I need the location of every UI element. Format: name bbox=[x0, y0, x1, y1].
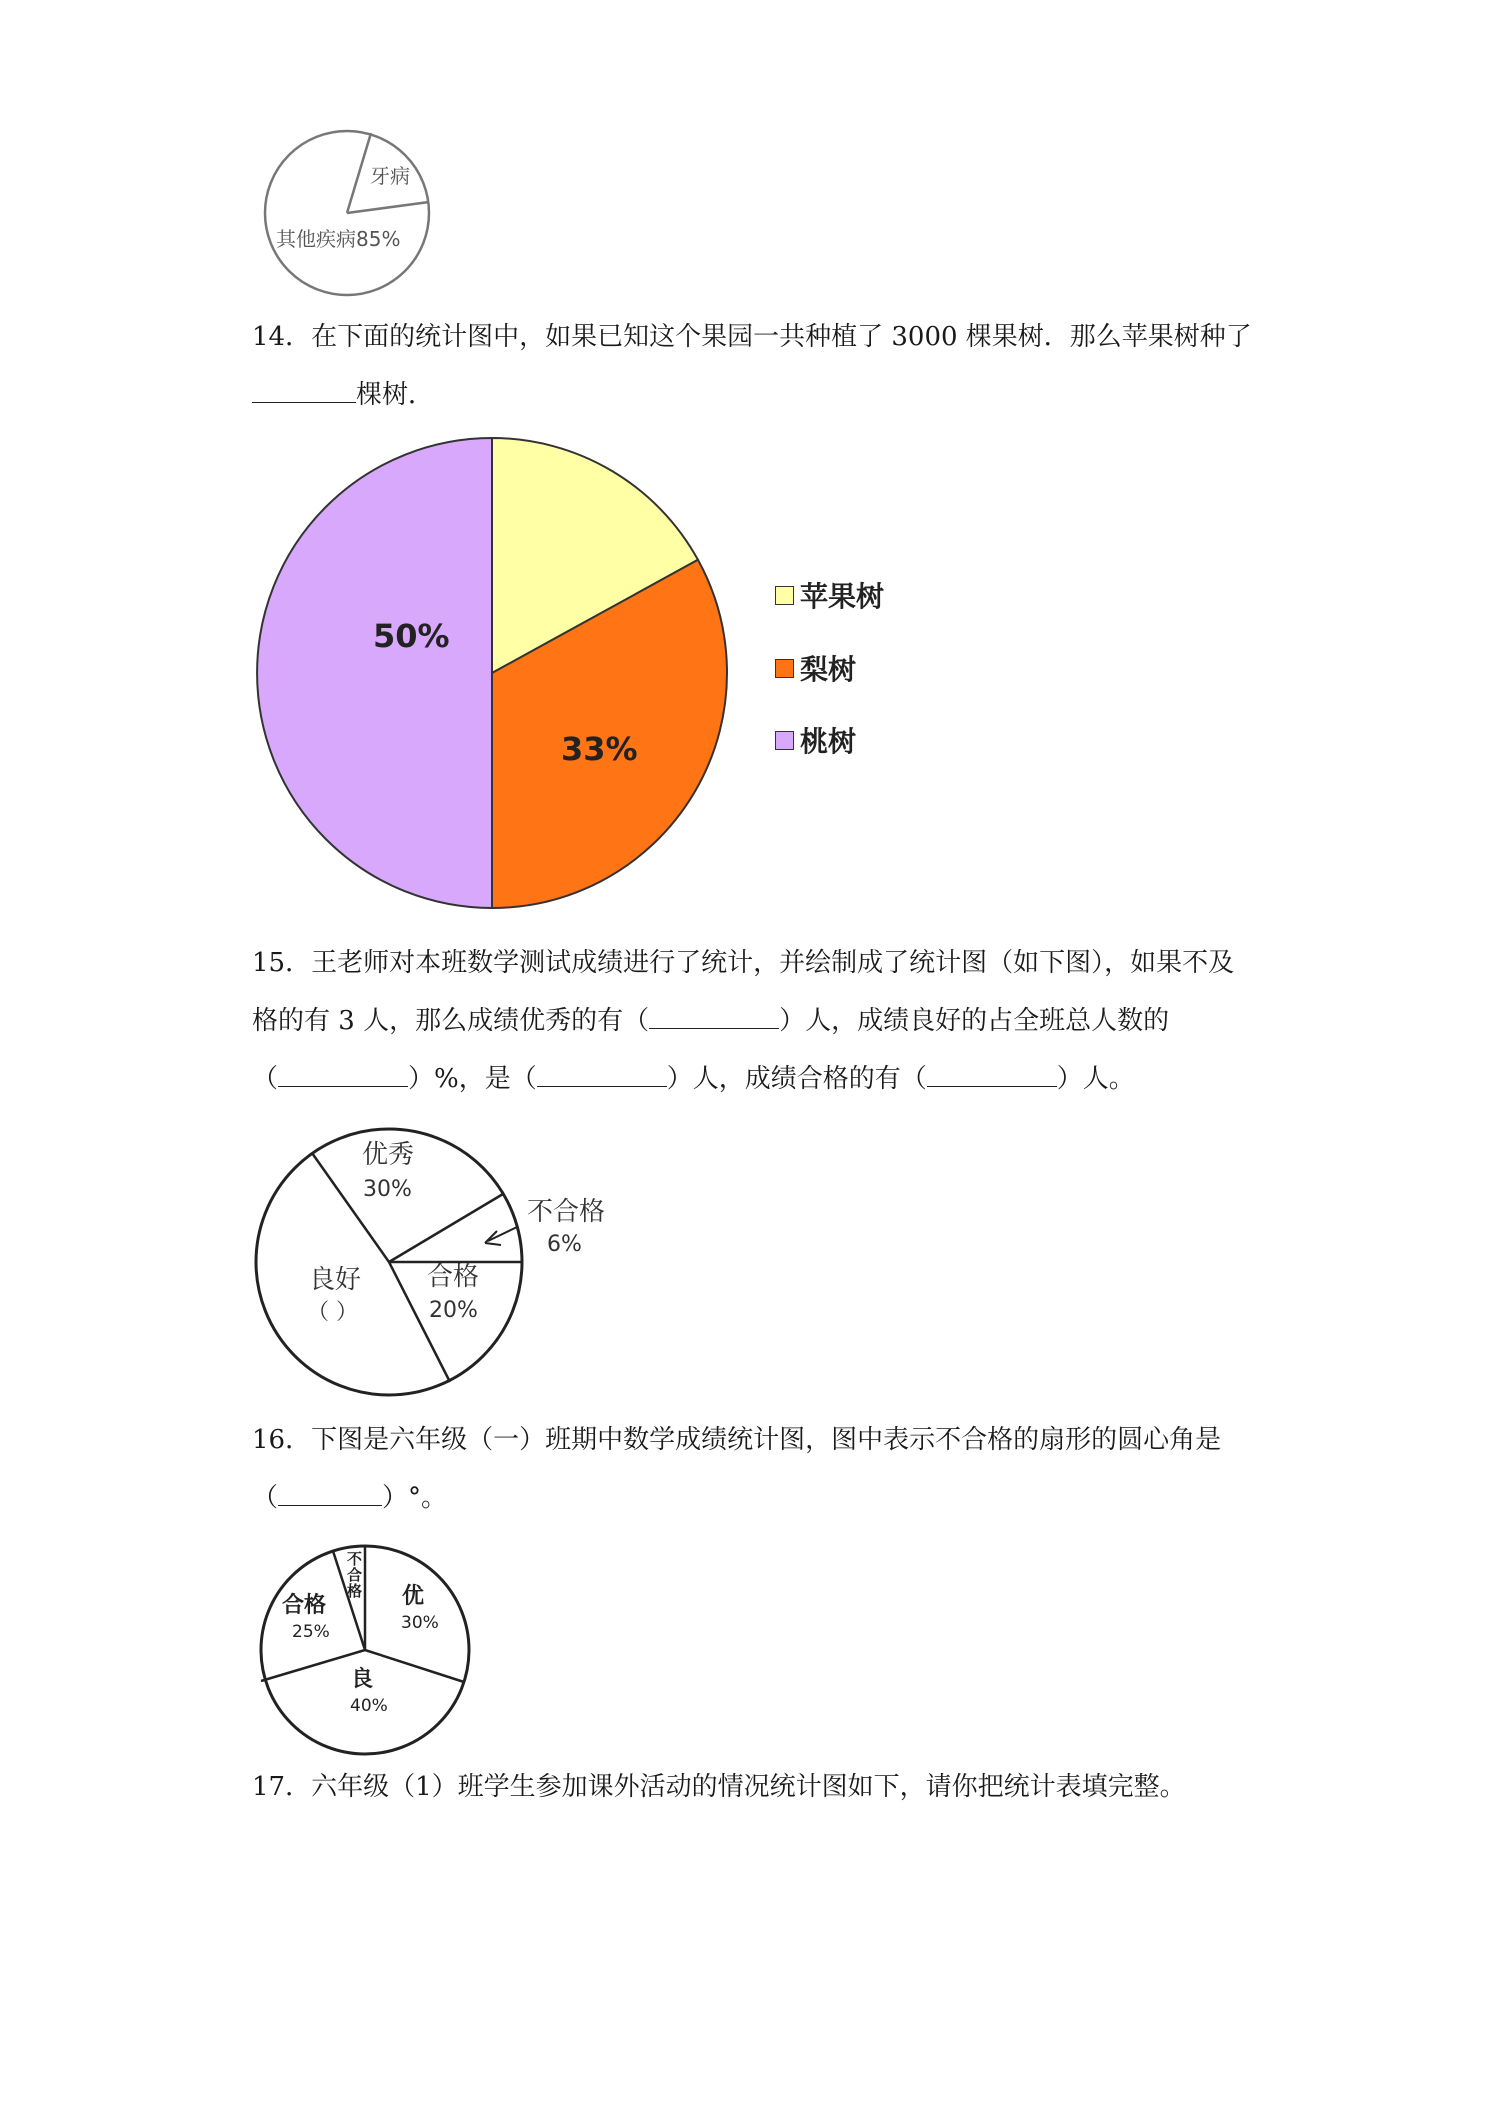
q14-number: 14． bbox=[252, 322, 312, 352]
q16-value-excellent: 30% bbox=[401, 1613, 439, 1633]
score-pie-chart-q16 bbox=[255, 1540, 485, 1770]
q17-line1 bbox=[252, 1772, 1186, 1802]
q15-text-c: （ bbox=[252, 1064, 279, 1094]
legend-label-apple: 苹果树 bbox=[800, 580, 885, 613]
legend-label-pear: 梨树 bbox=[800, 653, 857, 686]
q16-value-good: 40% bbox=[350, 1696, 388, 1716]
q15-text-d: ）%，是（ bbox=[408, 1064, 537, 1094]
orchard-label-pear: 33% bbox=[561, 730, 638, 768]
q16-answer-blank[interactable] bbox=[278, 1483, 382, 1506]
dental-label-other: 其他疾病85% bbox=[276, 227, 401, 251]
q15-line1 bbox=[252, 948, 1234, 978]
q14-line2 bbox=[252, 380, 434, 410]
q15-text: 王老师对本班数学测试成绩进行了统计，并绘制成了统计图（如下图），如果不及 bbox=[311, 948, 1235, 978]
legend-item-apple bbox=[775, 575, 884, 615]
legend-swatch-apple bbox=[775, 586, 794, 605]
q15-label-fail: 不合格 bbox=[527, 1197, 606, 1227]
q15-value-good: （ ） bbox=[307, 1300, 358, 1325]
q16-line2 bbox=[252, 1483, 447, 1513]
q15-line3 bbox=[252, 1064, 1135, 1094]
legend-label-peach: 桃树 bbox=[800, 725, 857, 758]
q14-text: 在下面的统计图中，如果已知这个果园一共种植了 3000 棵果树．那么苹果树种了 bbox=[311, 322, 1252, 352]
legend-item-peach bbox=[775, 720, 856, 760]
q16-value-pass: 25% bbox=[292, 1622, 330, 1642]
q16-number: 16． bbox=[252, 1425, 312, 1455]
q15-text-e: ）人，成绩合格的有（ bbox=[666, 1064, 927, 1094]
q15-label-pass: 合格 bbox=[427, 1262, 480, 1292]
q15-blank-excellent[interactable] bbox=[649, 1006, 779, 1029]
q16-label-excellent: 优 bbox=[402, 1584, 425, 1609]
orchard-label-peach: 50% bbox=[373, 617, 450, 655]
q15-label-excellent: 优秀 bbox=[362, 1140, 415, 1170]
q14-answer-blank[interactable] bbox=[252, 380, 356, 403]
q14-line1 bbox=[252, 322, 1252, 352]
dental-pie-chart bbox=[258, 125, 438, 305]
q15-blank-good-count[interactable] bbox=[537, 1064, 667, 1087]
legend-item-pear bbox=[775, 648, 856, 688]
orchard-slice-peach bbox=[257, 438, 492, 908]
q16-line1 bbox=[252, 1425, 1221, 1455]
q17-text: 六年级（1）班学生参加课外活动的情况统计图如下，请你把统计表填完整。 bbox=[311, 1772, 1186, 1802]
q15-blank-pass-count[interactable] bbox=[927, 1064, 1057, 1087]
q16-label-fail: 不 合 格 bbox=[347, 1550, 363, 1600]
q15-value-fail: 6% bbox=[547, 1232, 582, 1257]
q15-value-excellent: 30% bbox=[363, 1177, 412, 1202]
q15-line2 bbox=[252, 1006, 1169, 1036]
q15-text-f: ）人。 bbox=[1056, 1064, 1135, 1094]
q17-number: 17． bbox=[252, 1772, 312, 1802]
q16-text-b: ）°。 bbox=[382, 1483, 448, 1513]
q16-text-a: （ bbox=[252, 1483, 279, 1513]
q15-value-pass: 20% bbox=[429, 1298, 478, 1323]
q16-text: 下图是六年级（一）班期中数学成绩统计图，图中表示不合格的扇形的圆心角是 bbox=[311, 1425, 1222, 1455]
orchard-pie-chart bbox=[250, 435, 750, 925]
score-pie-chart-q15 bbox=[245, 1120, 625, 1410]
q16-label-pass: 合格 bbox=[282, 1593, 327, 1618]
q16-label-good: 良 bbox=[351, 1667, 374, 1692]
q15-text-a: 格的有 3 人，那么成绩优秀的有（ bbox=[252, 1006, 650, 1036]
dental-label-tooth: 牙病 bbox=[370, 164, 410, 188]
q14-suffix: 棵树． bbox=[356, 380, 435, 410]
q15-text-b: ）人，成绩良好的占全班总人数的 bbox=[779, 1006, 1170, 1036]
q15-label-good: 良好 bbox=[309, 1265, 362, 1295]
legend-swatch-peach bbox=[775, 731, 794, 750]
legend-swatch-pear bbox=[775, 659, 794, 678]
q15-blank-good-percent[interactable] bbox=[278, 1064, 408, 1087]
q15-number: 15． bbox=[252, 948, 312, 978]
